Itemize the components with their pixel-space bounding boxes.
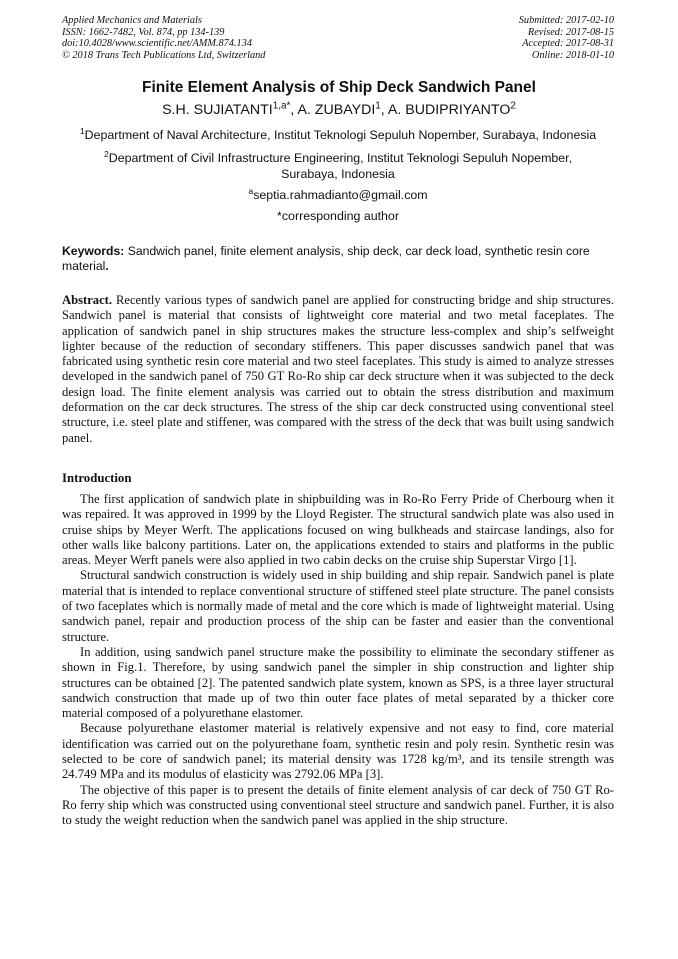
keywords-text: Sandwich panel, finite element analysis, ship deck, car deck load, synthetic resin core material xyxy=(62,244,590,274)
publication-dates xyxy=(519,15,614,61)
abstract-block xyxy=(62,293,614,446)
author-email xyxy=(62,185,614,204)
date-online: Online: 2018-01-10 xyxy=(531,49,614,61)
affiliation-text: Department of Naval Architecture, Institut Teknologi Sepuluh Nopember, Surabaya, Indonesia xyxy=(84,128,597,142)
author-name: S.H. SUJIATANTI xyxy=(162,102,273,118)
journal-copyright: © 2018 Trans Tech Publications Ltd, Switzerland xyxy=(62,49,266,61)
affiliation-1 xyxy=(62,125,614,144)
email-mark: a xyxy=(248,185,254,196)
journal-doi: doi:10.4028/www.scientific.net/AMM.874.134 xyxy=(62,38,252,50)
journal-info xyxy=(62,15,265,61)
affiliation-text-line2: Surabaya, Indonesia xyxy=(281,166,395,181)
journal-name: Applied Mechanics and Materials xyxy=(62,15,202,26)
keywords-label: Keywords: xyxy=(62,244,125,258)
author-affiliation-mark: 1,a* xyxy=(272,100,291,112)
date-accepted: Accepted: 2017-08-31 xyxy=(522,38,614,50)
introduction-body xyxy=(62,492,614,829)
paragraph: Structural sandwich construction is widely used in ship building and ship repair. Sandwich panel is plate material that is intended to replace conventional structure of stiffened steel plate structure. The panel consists of two faceplates which is normally made of metal and the core which is made of lightweight material. Using sandwich panel, repair and production process of the ship can be faster and easier than the conventional structure. xyxy=(62,568,614,644)
date-revised: Revised: 2017-08-15 xyxy=(527,26,614,38)
paragraph: Because polyurethane elastomer material is relatively expensive and not easy to find, core material identification was carried out on the polyurethane foam, synthetic resin and poly resin. Synthetic resin was selected to be core of sandwich panel; its material density was 1728 kg/m³, and its tensile strength was 24.749 MPa and its modulus of elasticity was 2792.06 MPa [3]. xyxy=(62,721,614,782)
author-separator: , xyxy=(380,102,388,118)
keywords-block xyxy=(62,244,614,274)
paragraph: The first application of sandwich plate in shipbuilding was in Ro-Ro Ferry Pride of Cherbourg when it was repaired. It was approved in 1999 by the Lloyd Register. The structural sandwich plate was also used in cruise ships by Meyer Werft. The applications focused on wing bulkheads and staircase landings, also for other walls like balcony partitions. Later on, the applications extended to stairs and platforms in the public areas. Meyer Werft panels were also applied in two cabin decks on the cruise ship Superstar Virgo [1]. xyxy=(62,492,614,568)
date-submitted: Submitted: 2017-02-10 xyxy=(518,15,614,26)
journal-issn: ISSN: 1662-7482, Vol. 874, pp 134-139 xyxy=(62,26,225,38)
corresponding-author-note: *corresponding author xyxy=(277,209,399,223)
author-separator: , xyxy=(290,102,298,118)
author-affiliation-mark: 2 xyxy=(510,100,516,112)
author-list xyxy=(0,102,678,118)
paragraph: The objective of this paper is to present the details of finite element analysis of car deck of 750 GT Ro-Ro ferry ship which was constructed using conventional steel structure and sandwich panel. Further, it is also to study the weight reduction when the sandwich panel was applied in the ship structure. xyxy=(62,782,614,828)
affiliation-mark: 2 xyxy=(103,148,109,159)
paragraph: In addition, using sandwich panel structure make the possibility to eliminate the secondary stiffener as shown in Fig.1. Therefore, by using sandwich panel the simpler in ship construction and lighter ship structures can be obtained [2]. The patented sandwich plate system, known as SPS, is a three layer structural sandwich construction that made up of two thin outer face plates of metal separated by a thicker core material composed of a polyurethane elastomer. xyxy=(62,644,614,721)
paper-title: Finite Element Analysis of Ship Deck Sandwich Panel xyxy=(142,79,536,96)
email-address: septia.rahmadianto@gmail.com xyxy=(253,188,428,202)
affiliation-mark: 1 xyxy=(79,125,85,136)
author-name: A. ZUBAYDI xyxy=(297,102,376,118)
section-title-introduction: Introduction xyxy=(62,471,132,485)
keywords-end: . xyxy=(105,259,109,274)
abstract-label: Abstract. xyxy=(62,293,113,307)
author-affiliation-mark: 1 xyxy=(375,100,381,112)
author-name: A. BUDIPRIYANTO xyxy=(387,102,511,118)
affiliation-text: Department of Civil Infrastructure Engineering, Institut Teknologi Sepuluh Nopember, xyxy=(108,151,573,165)
affiliation-2 xyxy=(62,148,614,182)
abstract-text: Recently various types of sandwich panel are applied for constructing bridge and ship structures. Sandwich panel is material that consists of lightweight core material and two metal faceplates. The application of sandwich panel in ship structures makes the structure less-complex and ship’s selfweight lighter because of the reduction of secondary stiffeners. This paper discusses sandwich panel that was fabricated using synthetic resin core material and two steel faceplates. This study is aimed to analyze stresses developed in the sandwich panel of 750 GT Ro-Ro ship car deck structure when it was subjected to the deck design load. The finite element analysis was carried out to obtain the stress distribution and maximum deformation on the car deck structures. The stress of the ship car deck constructed using conventional steel structure, i.e. steel plate and stiffener, was compared with the stress of the deck that was built using sandwich panel. xyxy=(62,293,614,445)
